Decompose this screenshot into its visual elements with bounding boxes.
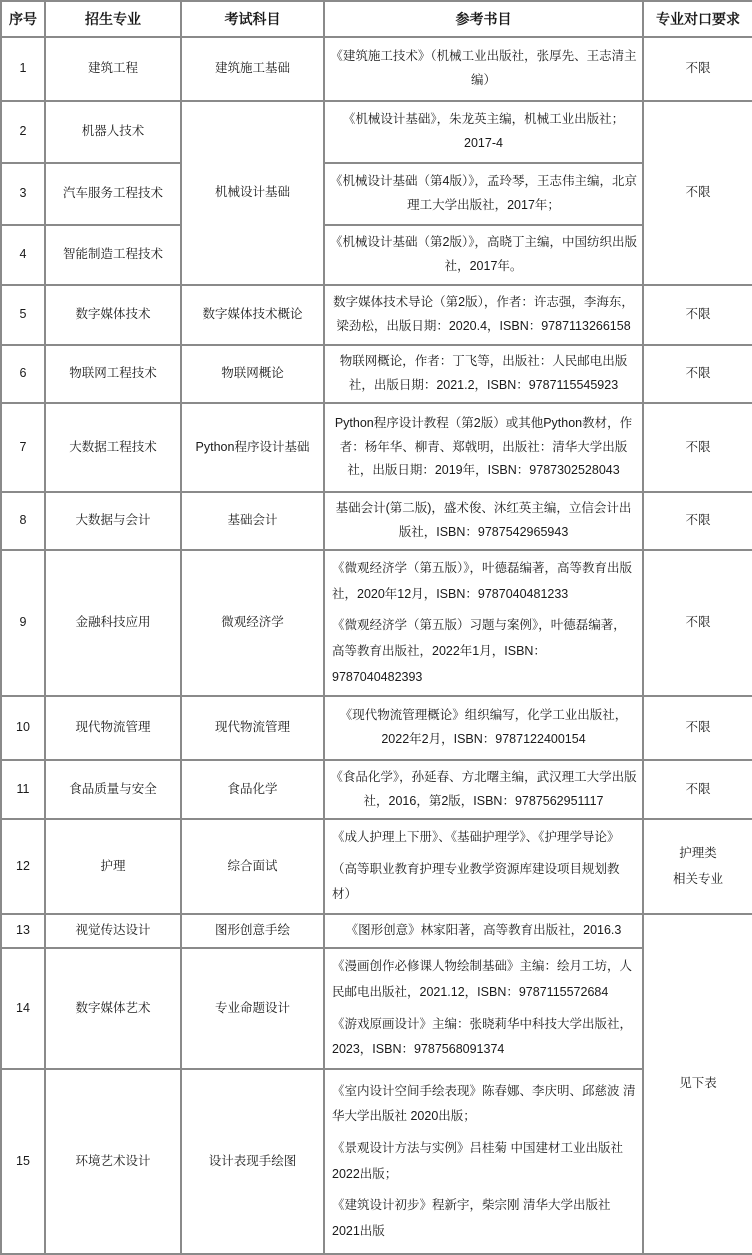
row-books: 《机械设计基础（第4版）》，孟玲琴，王志伟主编，北京理工大学出版社，2017年； <box>324 163 643 225</box>
row-books-group <box>324 948 643 1069</box>
column-header-major: 招生专业 <box>45 1 181 37</box>
row-requirement-merged: 不限 <box>643 101 752 285</box>
book-entry: 《微观经济学（第五版）习题与案例》，叶德磊编著，高等教育出版社，2022年1月，ISBN：9787040482393 <box>332 618 626 684</box>
table-row <box>1 37 752 101</box>
row-requirement: 不限 <box>643 345 752 403</box>
table-row <box>1 760 752 819</box>
row-subject: 建筑施工基础 <box>181 37 324 101</box>
book-entry: 《室内设计空间手绘表现》陈春娜、李庆明、邱慈波 清华大学出版社 2020出版； <box>332 1083 636 1124</box>
row-major: 食品质量与安全 <box>45 760 181 819</box>
book-entry: （高等职业教育护理专业教学资源库建设项目规划教材） <box>332 861 620 902</box>
row-major: 环境艺术设计 <box>45 1069 181 1254</box>
table-header-row <box>1 1 752 37</box>
row-books-group <box>324 819 643 914</box>
row-major: 数字媒体技术 <box>45 285 181 345</box>
row-requirement: 不限 <box>643 760 752 819</box>
row-no: 6 <box>1 345 45 403</box>
column-header-subject: 考试科目 <box>181 1 324 37</box>
row-major: 数字媒体艺术 <box>45 948 181 1069</box>
column-header-books: 参考书目 <box>324 1 643 37</box>
row-books: 《机械设计基础》，朱龙英主编，机械工业出版社；2017-4 <box>324 101 643 163</box>
table-row <box>1 403 752 492</box>
row-no: 3 <box>1 163 45 225</box>
row-no: 5 <box>1 285 45 345</box>
row-no: 8 <box>1 492 45 550</box>
column-header-no: 序号 <box>1 1 45 37</box>
table-row <box>1 914 752 948</box>
table-row <box>1 819 752 914</box>
row-no: 14 <box>1 948 45 1069</box>
row-major: 物联网工程技术 <box>45 345 181 403</box>
row-subject: 现代物流管理 <box>181 696 324 760</box>
table-row <box>1 101 752 163</box>
row-books-group <box>324 550 643 696</box>
row-requirement: 不限 <box>643 403 752 492</box>
row-subject: 综合面试 <box>181 819 324 914</box>
row-requirement-merged: 见下表 <box>643 914 752 1254</box>
table-row <box>1 550 752 696</box>
row-no: 9 <box>1 550 45 696</box>
column-header-requirement: 专业对口要求 <box>643 1 752 37</box>
requirement-entry: 护理类 <box>679 845 717 860</box>
row-requirement: 不限 <box>643 285 752 345</box>
row-subject-merged: 机械设计基础 <box>181 101 324 285</box>
book-entry: 《成人护理上下册》、《基础护理学》、《护理学导论》 <box>332 830 620 845</box>
row-no: 4 <box>1 225 45 285</box>
row-requirement-group <box>643 819 752 914</box>
row-books: 《机械设计基础（第2版）》，高晓丁主编，中国纺织出版社，2017年。 <box>324 225 643 285</box>
row-no: 11 <box>1 760 45 819</box>
row-subject: 专业命题设计 <box>181 948 324 1069</box>
book-entry: 《微观经济学（第五版）》，叶德磊编著，高等教育出版社，2020年12月，ISBN：9787040481233 <box>332 561 633 601</box>
table-row <box>1 225 752 285</box>
book-entry: 《建筑设计初步》程新宇，柴宗刚 清华大学出版社2021出版 <box>332 1198 611 1238</box>
table-row <box>1 285 752 345</box>
row-major: 金融科技应用 <box>45 550 181 696</box>
table-row <box>1 1069 752 1254</box>
row-subject: 基础会计 <box>181 492 324 550</box>
book-entry: 《景观设计方法与实例》吕桂菊 中国建材工业出版社2022出版； <box>332 1140 623 1181</box>
row-no: 10 <box>1 696 45 760</box>
table-row <box>1 163 752 225</box>
table-row <box>1 696 752 760</box>
row-books: 《图形创意》林家阳著，高等教育出版社，2016.3 <box>324 914 643 948</box>
row-major: 大数据工程技术 <box>45 403 181 492</box>
table-row <box>1 345 752 403</box>
row-major: 视觉传达设计 <box>45 914 181 948</box>
row-subject: 物联网概论 <box>181 345 324 403</box>
row-subject: 数字媒体技术概论 <box>181 285 324 345</box>
row-major: 护理 <box>45 819 181 914</box>
row-no: 7 <box>1 403 45 492</box>
row-books: 《现代物流管理概论》组织编写，化学工业出版社，2022年2月，ISBN：9787122400154 <box>324 696 643 760</box>
table-row <box>1 492 752 550</box>
row-no: 1 <box>1 37 45 101</box>
row-requirement: 不限 <box>643 696 752 760</box>
row-major: 智能制造工程技术 <box>45 225 181 285</box>
book-entry: 《漫画创作必修课人物绘制基础》主编：绘月工坊，人民邮电出版社，2021.12，ISBN：9787115572684 <box>332 959 633 999</box>
row-subject: 设计表现手绘图 <box>181 1069 324 1254</box>
row-no: 13 <box>1 914 45 948</box>
row-books: 数字媒体技术导论（第2版），作者：许志强，李海东，梁劲松，出版日期：2020.4，ISBN：9787113266158 <box>324 285 643 345</box>
row-major: 现代物流管理 <box>45 696 181 760</box>
row-requirement: 不限 <box>643 550 752 696</box>
row-books: 基础会计(第二版)，盛术俊、沐红英主编，立信会计出版社，ISBN：9787542965943 <box>324 492 643 550</box>
row-major: 机器人技术 <box>45 101 181 163</box>
row-subject: Python程序设计基础 <box>181 403 324 492</box>
row-books: 物联网概论，作者：丁飞等，出版社：人民邮电出版社，出版日期：2021.2，ISBN：9787115545923 <box>324 345 643 403</box>
row-subject: 图形创意手绘 <box>181 914 324 948</box>
row-major: 汽车服务工程技术 <box>45 163 181 225</box>
row-books-group <box>324 1069 643 1254</box>
requirement-entry: 相关专业 <box>672 871 723 886</box>
row-major: 建筑工程 <box>45 37 181 101</box>
row-requirement: 不限 <box>643 492 752 550</box>
row-major: 大数据与会计 <box>45 492 181 550</box>
row-requirement: 不限 <box>643 37 752 101</box>
row-no: 2 <box>1 101 45 163</box>
book-entry: 《游戏原画设计》主编：张晓莉华中科技大学出版社，2023，ISBN：9787568091374 <box>332 1016 633 1057</box>
row-subject: 食品化学 <box>181 760 324 819</box>
table-row <box>1 948 752 1069</box>
row-books: 《食品化学》，孙延春、方北曙主编，武汉理工大学出版社，2016，第2版，ISBN：9787562951117 <box>324 760 643 819</box>
row-books: Python程序设计教程（第2版）或其他Python教材，作者：杨年华、柳青、郑戟明，出版社：清华大学出版社，出版日期：2019年，ISBN：9787302528043 <box>324 403 643 492</box>
row-no: 12 <box>1 819 45 914</box>
row-books: 《建筑施工技术》（机械工业出版社，张厚先、王志清主编） <box>324 37 643 101</box>
row-subject: 微观经济学 <box>181 550 324 696</box>
row-no: 15 <box>1 1069 45 1254</box>
